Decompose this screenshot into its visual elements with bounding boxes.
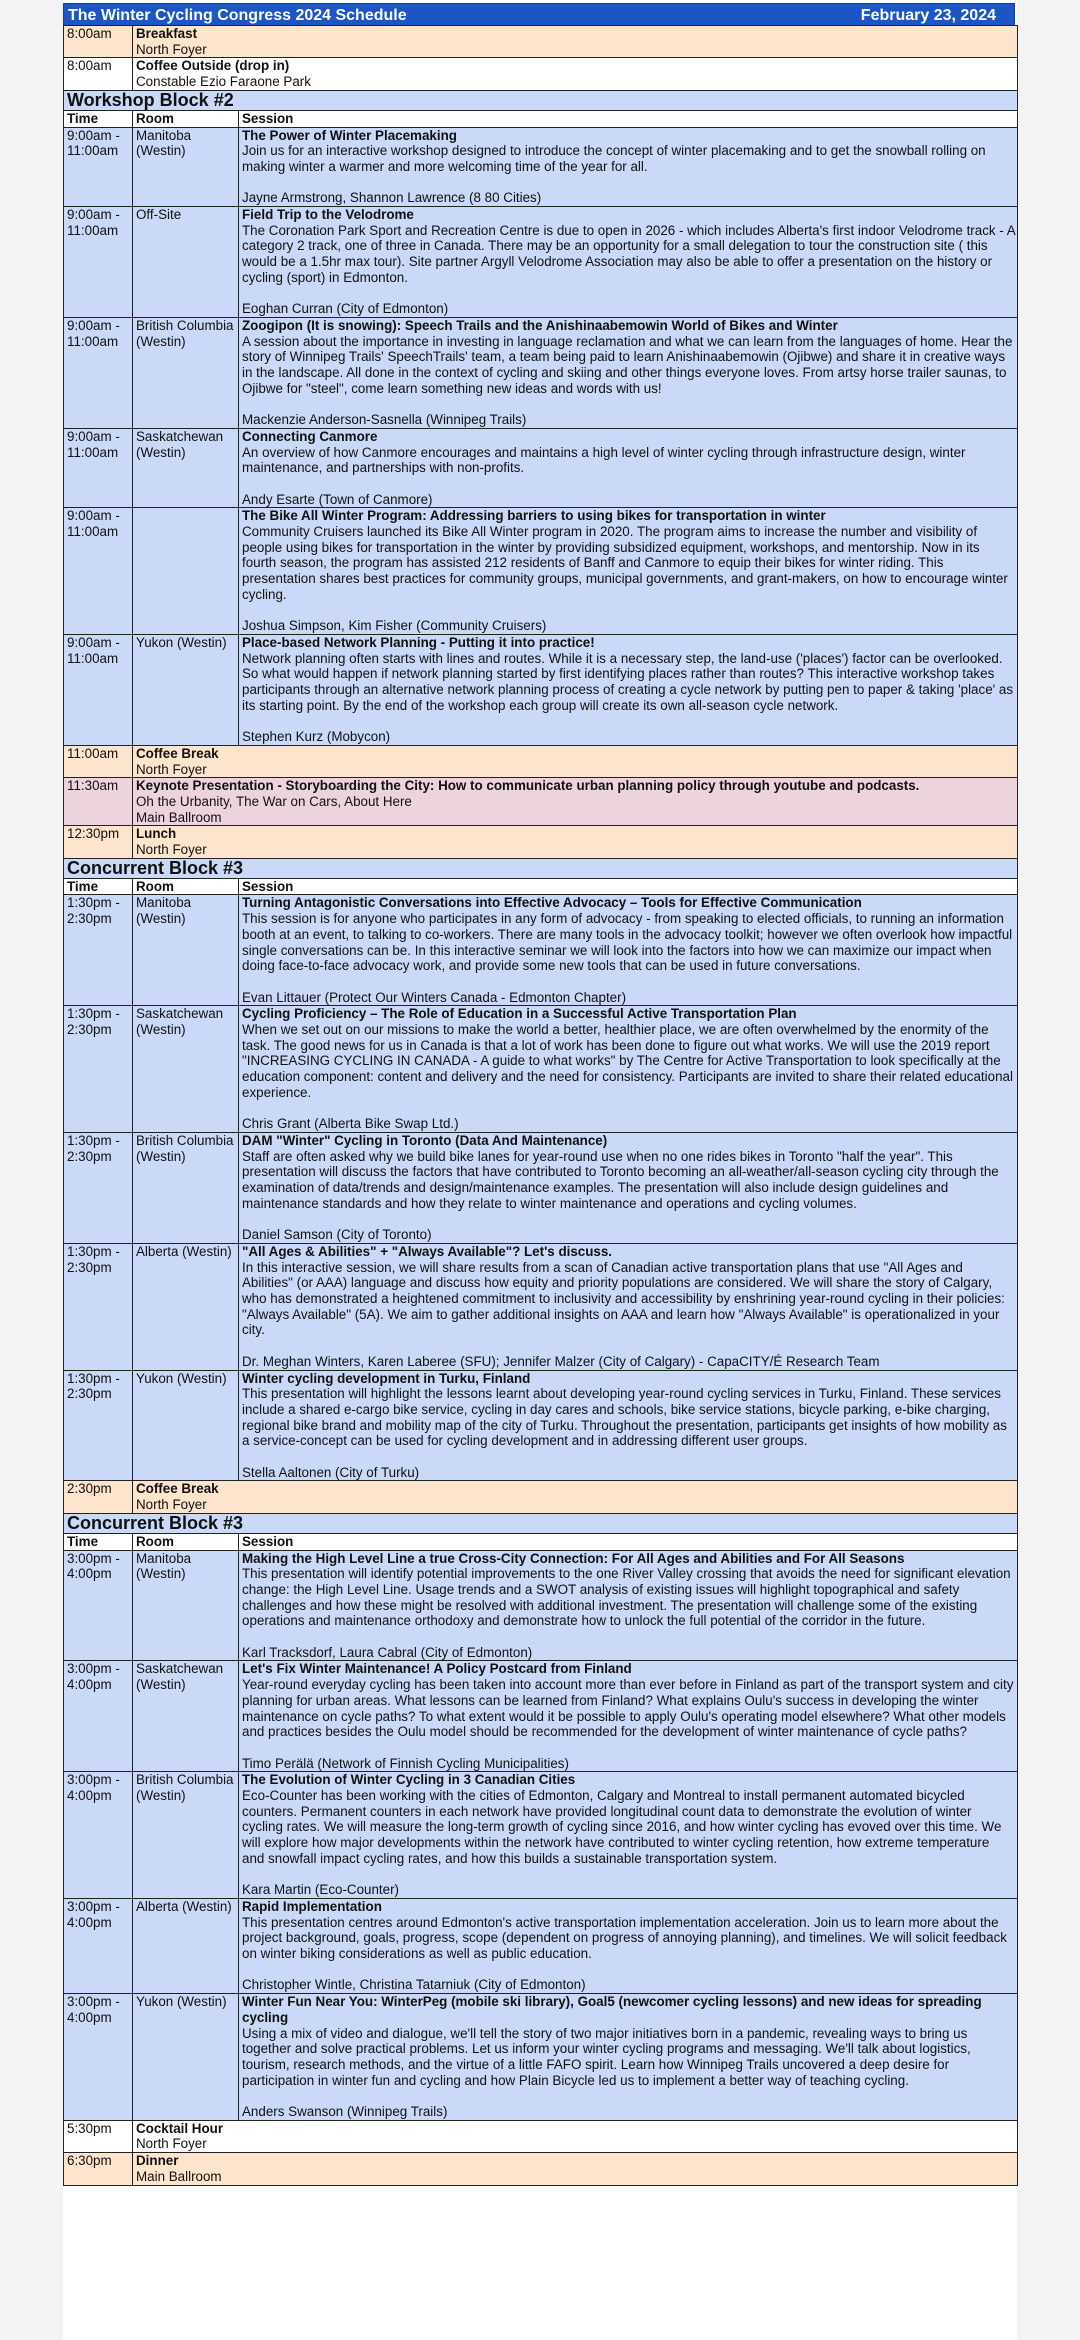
event-location: North Foyer — [136, 761, 207, 777]
block-title: Concurrent Block #3 — [64, 858, 1018, 878]
session-time: 3:00pm - 4:00pm — [64, 1550, 133, 1661]
session-room — [133, 508, 239, 635]
session-row — [64, 1994, 1018, 2121]
event-row — [64, 2153, 1018, 2185]
session-row — [64, 1550, 1018, 1661]
session-title: Field Trip to the Velodrome — [242, 207, 414, 223]
event-title: Coffee Outside (drop in) — [136, 58, 290, 74]
session-time: 9:00am - 11:00am — [64, 428, 133, 508]
session-description: Year-round everyday cycling has been taken into account more than ever before in Finland as part of the transport system and city planning for urban areas. What lessons can be learned from Finland? What explains Oulu's success in developing the winter maintenance on cycle paths? To what extent would it be possible to apply Oulu's operating model elsewhere? What other models and practices besides the Oulu model should be recommended for the development of winter maintenance of cycle paths? — [242, 1677, 1014, 1740]
schedule-header — [63, 3, 1015, 26]
event-time: 11:00am — [64, 745, 133, 777]
event-location: Oh the Urbanity, The War on Cars, About Here — [136, 793, 412, 809]
event-location: Main Ballroom — [136, 2168, 222, 2184]
event-time: 12:30pm — [64, 826, 133, 858]
session-details — [239, 1550, 1018, 1661]
session-room: Yukon (Westin) — [133, 1994, 239, 2121]
session-description: Community Cruisers launched its Bike All Winter program in 2020. The program aims to increase the number and visibility of people using bikes for transportation in the winter by providing subsidized equipment, workshops, and mentorship. Now in its fourth season, the program has assisted 212 residents of Banff and Canmore to equip their bikes for winter riding. This presentation shares best practices for community groups, municipal governments, and grant-makers, on how to encourage winter cycling. — [242, 524, 1008, 602]
session-details — [239, 428, 1018, 508]
session-description: Join us for an interactive workshop designed to introduce the concept of winter placemaking and to get the snowball rolling on making winter a warmer and more welcoming time of the year for all. — [242, 143, 986, 174]
event-location: Main Ballroom — [136, 809, 222, 825]
column-header-room: Room — [133, 878, 239, 895]
block-heading-row — [64, 858, 1018, 878]
session-title: Making the High Level Line a true Cross-City Connection: For All Ages and Abilities and For All Seasons — [242, 1550, 905, 1566]
session-spacer — [242, 476, 1015, 492]
session-time: 3:00pm - 4:00pm — [64, 1661, 133, 1772]
session-row — [64, 1006, 1018, 1133]
session-room: Saskatchewan (Westin) — [133, 1006, 239, 1133]
session-details — [239, 1661, 1018, 1772]
session-title: DAM "Winter" Cycling in Toronto (Data And Maintenance) — [242, 1132, 608, 1148]
event-details — [133, 58, 1018, 90]
session-room: British Columbia (Westin) — [133, 1132, 239, 1243]
event-title: Cocktail Hour — [136, 2120, 224, 2136]
session-spacer — [242, 974, 1015, 990]
session-title: "All Ages & Abilities" + "Always Available"? Let's discuss. — [242, 1243, 613, 1259]
session-presenters: Daniel Samson (City of Toronto) — [242, 1227, 432, 1243]
event-row — [64, 58, 1018, 90]
block-heading-row — [64, 1513, 1018, 1533]
session-details — [239, 1994, 1018, 2121]
session-row — [64, 1370, 1018, 1481]
session-description: This presentation will identify potential improvements to the one River Valley crossing that avoids the need for significant elevation change: the High Level Line. Usage trends and a SWOT analysis of existing issues will highlight topographical and safety challenges and how these might be resolved with additional investment. The presentation will challenge some of the existing operations and maintenance orthodoxy and demonstrate how to unlock the full potential of the corridor in the future. — [242, 1566, 1011, 1629]
session-description: In this interactive session, we will share results from a scan of Canadian active transportation plans that use "All Ages and Abilities" (or AAA) language and discuss how equity and priority populations are considered. We will share the story of Calgary, who has demonstrated a heightened commitment to inclusivity and accessibility by enshrining year-round cycling in their policies: "Always Available" (5A). We aim to gather additional insights on AAA and learn how "Always Available" is operationalized in your city. — [242, 1259, 1005, 1338]
column-header-room: Room — [133, 110, 239, 127]
session-room: Manitoba (Westin) — [133, 127, 239, 207]
session-row — [64, 317, 1018, 428]
event-details — [133, 778, 1018, 826]
session-row — [64, 428, 1018, 508]
event-row — [64, 826, 1018, 858]
session-time: 9:00am - 11:00am — [64, 127, 133, 207]
event-details — [133, 1481, 1018, 1513]
session-details — [239, 895, 1018, 1006]
schedule-body — [64, 26, 1018, 2186]
column-header-session: Session — [239, 1533, 1018, 1550]
column-header-row — [64, 110, 1018, 127]
event-location: North Foyer — [136, 2136, 207, 2152]
session-row — [64, 1898, 1018, 1993]
event-details — [133, 26, 1018, 58]
session-row — [64, 127, 1018, 207]
session-room: Saskatchewan (Westin) — [133, 1661, 239, 1772]
event-title: Coffee Break — [136, 745, 219, 761]
session-description: The Coronation Park Sport and Recreation Centre is due to open in 2026 - which includes Alberta's first indoor Velodrome track - A category 2 track, one of three in Canada. There may be an opportunity for a small delegation to tour the construction site ( this would be a 1.5hr max tour). Site partner Argyll Velodrome Association may also be able to offer a presentation on the history or cycling (sport) in Edmonton. — [242, 222, 1015, 285]
event-time: 8:00am — [64, 58, 133, 90]
session-presenters: Christopher Wintle, Christina Tatarniuk (City of Edmonton) — [242, 1977, 586, 1993]
session-description: Staff are often asked why we build bike lanes for year-round use when no one rides bikes in Toronto "half the year". This presentation will discuss the factors that have contributed to Toronto becoming an all-weather/all-season cycling city through the examination of data/trends and design/maintenance examples. The presentation will also include design guidelines and maintenance standards and how they relate to winter maintenance and operations and cycling volumes. — [242, 1148, 999, 1211]
session-spacer — [242, 175, 1015, 191]
session-spacer — [242, 1212, 1015, 1228]
session-time: 3:00pm - 4:00pm — [64, 1772, 133, 1899]
session-room: Manitoba (Westin) — [133, 1550, 239, 1661]
session-details — [239, 1243, 1018, 1370]
session-room: British Columbia (Westin) — [133, 1772, 239, 1899]
session-title: Cycling Proficiency – The Role of Education in a Successful Active Transportation Plan — [242, 1006, 797, 1022]
session-presenters: Andy Esarte (Town of Canmore) — [242, 491, 433, 507]
session-description: Using a mix of video and dialogue, we'll tell the story of two major initiatives born in a pandemic, revealing ways to bring us together and solve practical problems. Let us inform your winter cycling programs and messaging. We'll talk about logistics, tourism, research methods, and the virtue of a little FAFO spirit. Learn how Winnipeg Trails uncovered a deep desire for participation in winter fun and cycling and how Plain Bicycle led us to implement a better way of teaching cycling. — [242, 2025, 971, 2088]
column-header-time: Time — [64, 1533, 133, 1550]
session-time: 1:30pm - 2:30pm — [64, 1006, 133, 1133]
session-title: Connecting Canmore — [242, 428, 378, 444]
session-row — [64, 895, 1018, 1006]
event-time: 5:30pm — [64, 2120, 133, 2152]
session-presenters: Chris Grant (Alberta Bike Swap Ltd.) — [242, 1116, 459, 1132]
column-header-row — [64, 1533, 1018, 1550]
session-presenters: Eoghan Curran (City of Edmonton) — [242, 301, 449, 317]
session-title: Rapid Implementation — [242, 1898, 382, 1914]
session-room: Yukon (Westin) — [133, 1370, 239, 1481]
event-title: Coffee Break — [136, 1481, 219, 1497]
session-room: British Columbia (Westin) — [133, 317, 239, 428]
event-row — [64, 1481, 1018, 1513]
session-spacer — [242, 1962, 1015, 1978]
session-description: This presentation will highlight the lessons learnt about developing year-round cycling services in Turku, Finland. These services include a shared e-cargo bike service, cycling in day cares and schools, bike service stations, bicycle parking, e-bike charging, regional bike brand and mobility map of the city of Turku. Throughout the presentation, participants get insights of how mobility as a service-concept can be used for cycling development and in addressing different user groups. — [242, 1386, 1007, 1449]
session-presenters: Karl Tracksdorf, Laura Cabral (City of Edmonton) — [242, 1644, 533, 1660]
session-spacer — [242, 1101, 1015, 1117]
session-presenters: Evan Littauer (Protect Our Winters Canada - Edmonton Chapter) — [242, 989, 627, 1005]
schedule-date: February 23, 2024 — [860, 7, 996, 24]
event-details — [133, 826, 1018, 858]
session-presenters: Timo Perälä (Network of Finnish Cycling Municipalities) — [242, 1755, 569, 1771]
session-title: The Bike All Winter Program: Addressing barriers to using bikes for transportation in winter — [242, 508, 826, 524]
session-spacer — [242, 286, 1015, 302]
session-details — [239, 1132, 1018, 1243]
session-time: 9:00am - 11:00am — [64, 508, 133, 635]
session-title: Zoogipon (It is snowing): Speech Trails and the Anishinaabemowin World of Bikes and Winter — [242, 317, 838, 333]
session-time: 3:00pm - 4:00pm — [64, 1994, 133, 2121]
event-row — [64, 778, 1018, 826]
session-details — [239, 508, 1018, 635]
session-row — [64, 634, 1018, 745]
session-title: Let's Fix Winter Maintenance! A Policy Postcard from Finland — [242, 1661, 632, 1677]
session-description: This session is for anyone who participates in any form of advocacy - from speaking to elected officials, to running an information booth at an event, to talking to co-workers. There are many tools in the advocacy toolkit; however we often overlook how impactful single conversations can be. In this interactive seminar we will look into the factors into how we can maximize our impact when doing face-to-face advocacy work, and provide some new tools that can be used in future conversations. — [242, 911, 1013, 974]
session-spacer — [242, 1740, 1015, 1756]
event-row — [64, 26, 1018, 58]
session-title: Winter cycling development in Turku, Finland — [242, 1370, 531, 1386]
session-description: Eco-Counter has been working with the cities of Edmonton, Calgary and Montreal to install permanent automated bicycled counters. Permanent counters in each network have provided longitudinal count data to demonstrate the evolution of winter cycling rates. We will measure the long-term growth of cycling since 2016, and how winter cycling has evoved over this time. We will explore how major developments within the network have contributed to winter cycling retention, how extreme temperature and snowfall impact cycling rates, and how this builds a sustainable transportation system. — [242, 1788, 1002, 1866]
session-row — [64, 1243, 1018, 1370]
column-header-room: Room — [133, 1533, 239, 1550]
session-title: Turning Antagonistic Conversations into Effective Advocacy – Tools for Effective Communication — [242, 895, 862, 911]
event-row — [64, 2120, 1018, 2152]
session-title: Place-based Network Planning - Putting it into practice! — [242, 634, 595, 650]
block-heading-row — [64, 90, 1018, 110]
session-details — [239, 1370, 1018, 1481]
event-time: 6:30pm — [64, 2153, 133, 2185]
session-spacer — [242, 1338, 1015, 1354]
event-location: North Foyer — [136, 842, 207, 858]
session-spacer — [242, 603, 1015, 619]
session-time: 1:30pm - 2:30pm — [64, 895, 133, 1006]
session-description: An overview of how Canmore encourages and maintains a high level of winter cycling through infrastructure design, winter maintenance, and partnerships with non-profits. — [242, 444, 966, 476]
session-details — [239, 317, 1018, 428]
session-title: The Evolution of Winter Cycling in 3 Canadian Cities — [242, 1772, 576, 1788]
session-room: Alberta (Westin) — [133, 1898, 239, 1993]
session-time: 1:30pm - 2:30pm — [64, 1370, 133, 1481]
session-description: This presentation centres around Edmonton's active transportation implementation acceleration. Join us to learn more about the project background, goals, progress, scope (dependent on progress of annoying planning), and timelines. We will solicit feedback on winter biking considerations as well as public education. — [242, 1914, 1007, 1962]
event-location: North Foyer — [136, 41, 207, 57]
session-description: A session about the importance in investing in language reclamation and what we can learn from the languages of home. Hear the story of Winnipeg Trails' SpeechTrails' team, a team being paid to learn Anishinaabemowin (Ojibwe) and share it in creative ways in the landscape. All done in the context of cycling and skiing and other things everyone loves. From artsy horse trailer saunas, to Ojibwe for "steel", come learn something new ideas and words with us! — [242, 333, 1013, 396]
event-title: Breakfast — [136, 26, 198, 41]
event-row — [64, 745, 1018, 777]
session-details — [239, 1006, 1018, 1133]
session-spacer — [242, 396, 1015, 412]
column-header-time: Time — [64, 110, 133, 127]
session-presenters: Mackenzie Anderson-Sasnella (Winnipeg Trails) — [242, 412, 527, 428]
session-row — [64, 508, 1018, 635]
session-presenters: Dr. Meghan Winters, Karen Laberee (SFU); Jennifer Malzer (City of Calgary) - CapaCITY/É Research Team — [242, 1353, 880, 1369]
session-presenters: Joshua Simpson, Kim Fisher (Community Cruisers) — [242, 618, 547, 634]
session-details — [239, 127, 1018, 207]
session-time: 9:00am - 11:00am — [64, 317, 133, 428]
event-details — [133, 745, 1018, 777]
session-presenters: Jayne Armstrong, Shannon Lawrence (8 80 Cities) — [242, 190, 542, 206]
event-details — [133, 2120, 1018, 2152]
session-spacer — [242, 1449, 1015, 1465]
session-time: 3:00pm - 4:00pm — [64, 1898, 133, 1993]
session-presenters: Kara Martin (Eco-Counter) — [242, 1882, 400, 1898]
session-time: 1:30pm - 2:30pm — [64, 1132, 133, 1243]
session-spacer — [242, 713, 1015, 729]
session-presenters: Stella Aaltonen (City of Turku) — [242, 1464, 420, 1480]
session-row — [64, 207, 1018, 318]
session-spacer — [242, 1629, 1015, 1645]
event-time: 11:30am — [64, 778, 133, 826]
schedule-table — [63, 25, 1018, 2186]
event-location: Constable Ezio Faraone Park — [136, 74, 311, 90]
session-room: Manitoba (Westin) — [133, 895, 239, 1006]
session-time: 9:00am - 11:00am — [64, 634, 133, 745]
event-title: Lunch — [136, 826, 177, 842]
block-title: Workshop Block #2 — [64, 90, 1018, 110]
session-room: Saskatchewan (Westin) — [133, 428, 239, 508]
column-header-session: Session — [239, 878, 1018, 895]
block-title: Concurrent Block #3 — [64, 1513, 1018, 1533]
schedule-title: The Winter Cycling Congress 2024 Schedule — [68, 7, 407, 24]
session-time: 1:30pm - 2:30pm — [64, 1243, 133, 1370]
event-time: 2:30pm — [64, 1481, 133, 1513]
event-title: Dinner — [136, 2153, 179, 2169]
session-presenters: Anders Swanson (Winnipeg Trails) — [242, 2104, 448, 2120]
session-details — [239, 1898, 1018, 1993]
column-header-row — [64, 878, 1018, 895]
session-details — [239, 634, 1018, 745]
session-room: Yukon (Westin) — [133, 634, 239, 745]
session-title: Winter Fun Near You: WinterPeg (mobile ski library), Goal5 (newcomer cycling lessons) and new ideas for spreading cycling — [242, 1994, 982, 2025]
session-spacer — [242, 1867, 1015, 1883]
session-details — [239, 1772, 1018, 1899]
session-description: When we set out on our missions to make the world a better, healthier place, we are often overwhelmed by the enormity of the task. The good news for us in Canada is that a lot of work has been done to figure out what works. We will use the 2019 report "INCREASING CYCLING IN CANADA - A guide to what works" by The Centre for Active Transportation to look specifically at the education component: content and delivery and the need for consistency. Participants are invited to share their related educational experience. — [242, 1022, 1013, 1100]
event-location: North Foyer — [136, 1497, 207, 1513]
session-spacer — [242, 2088, 1015, 2104]
session-title: The Power of Winter Placemaking — [242, 127, 457, 143]
event-details — [133, 2153, 1018, 2185]
session-description: Network planning often starts with lines and routes. While it is a necessary step, the land-use ('places') factor can be overlooked. So what would happen if network planning started by first identifying places rather than routes? This interactive workshop takes participants through an alternative network planning process of creating a cycle network by putting pen to paper & taking 'place' as its starting point. By the end of the workshop each group will create its own all-season cycle network. — [242, 650, 1014, 713]
event-title: Keynote Presentation - Storyboarding the City: How to communicate urban planning policy through youtube and podcasts. — [136, 778, 920, 794]
column-header-session: Session — [239, 110, 1018, 127]
session-room: Alberta (Westin) — [133, 1243, 239, 1370]
session-time: 9:00am - 11:00am — [64, 207, 133, 318]
session-row — [64, 1132, 1018, 1243]
session-presenters: Stephen Kurz (Mobycon) — [242, 729, 391, 745]
session-row — [64, 1772, 1018, 1899]
column-header-time: Time — [64, 878, 133, 895]
event-time: 8:00am — [64, 26, 133, 58]
session-details — [239, 207, 1018, 318]
session-room: Off-Site — [133, 207, 239, 318]
session-row — [64, 1661, 1018, 1772]
